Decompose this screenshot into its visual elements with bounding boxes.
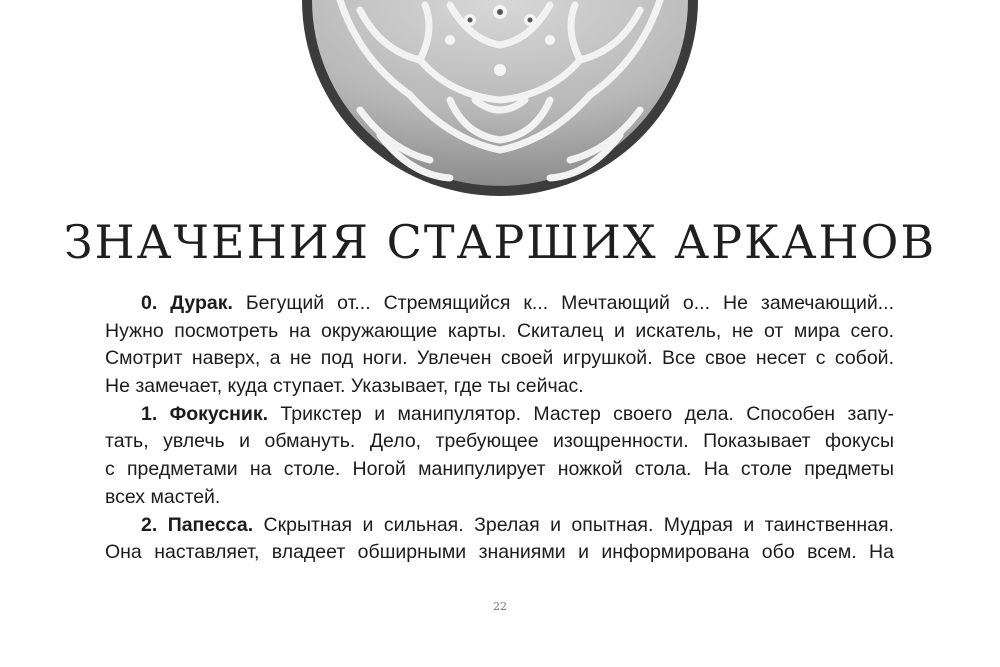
body-text <box>105 290 894 567</box>
mandala-illustration <box>300 0 700 200</box>
paragraph-line: Не замечает, куда ступает. Указывает, где ты сейчас. <box>105 375 584 398</box>
paragraph-line: Смотрит наверх, а не под ноги. Увлечен своей игрушкой. Все свое несет с собой. <box>105 347 894 370</box>
page-number: 22 <box>493 600 507 613</box>
paragraph-line: с предметами на столе. Ногой манипулирует ножкой стола. На столе предметы <box>105 458 894 481</box>
paragraph-line: Нужно посмотреть на окружающие карты. Скиталец и искатель, не от мира сего. <box>105 319 894 342</box>
term-label: 0. Дурак. <box>141 292 233 314</box>
paragraph-line: тать, увлечь и обмануть. Дело, требующее изощренности. Показывает фокусы <box>105 430 894 453</box>
term-label: 1. Фокусник. <box>141 402 269 425</box>
paragraph-line: Она наставляет, владеет обширными знаниями и информирована обо всем. На <box>105 541 894 564</box>
term-label: 2. Папесса. <box>141 513 254 536</box>
paragraph-line: всех мастей. <box>105 485 221 508</box>
paragraph-line: 2. Папесса. Скрытная и сильная. Зрелая и опытная. Мудрая и таинственная. <box>141 513 894 536</box>
page-title: ЗНАЧЕНИЯ СТАРШИХ АРКАНОВ <box>63 215 937 269</box>
paragraph-line: 0. Дурак. Бегущий от... Стремящийся к... Мечтающий о... Не замечающий... <box>141 292 894 314</box>
paragraph-line: 1. Фокусник. Трикстер и манипулятор. Мастер своего дела. Способен запу- <box>141 402 894 425</box>
